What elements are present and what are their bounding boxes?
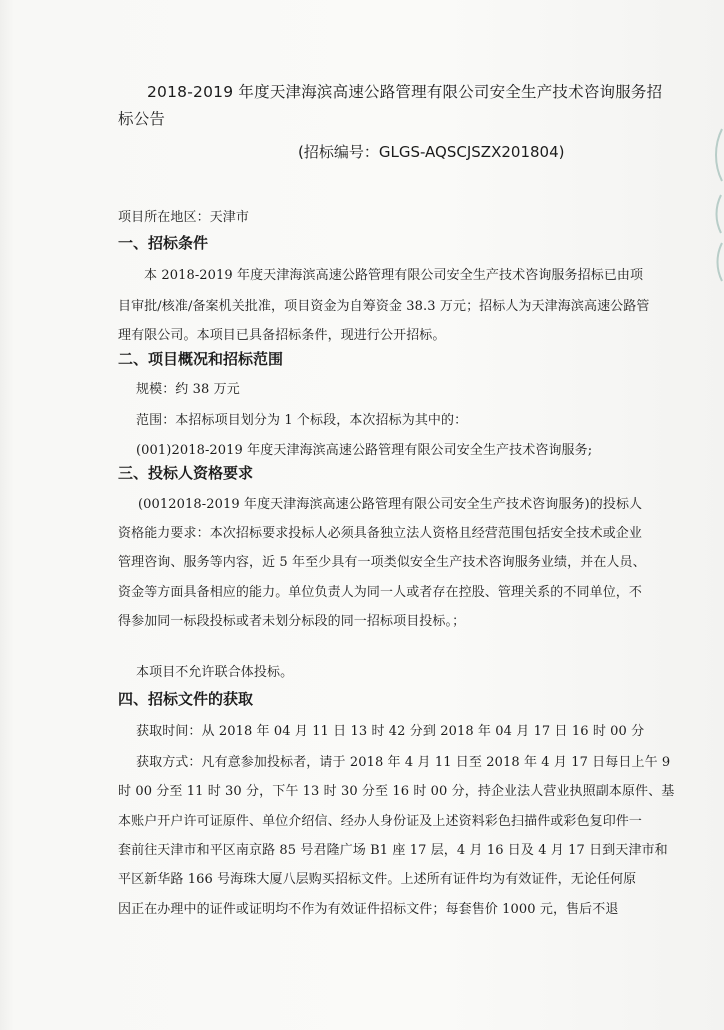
section-heading-1: 一、招标条件 <box>118 234 209 252</box>
section-3-line: 得参加同一标段投标或者未划分标段的同一招标项目投标。； <box>118 614 466 629</box>
section-heading-2: 二、项目概况和招标范围 <box>118 350 284 368</box>
section-1-line: 目审批/核准/备案机关批准，项目资金为自筹资金 38.3 万元；招标人为天津海滨高速公路管 <box>118 299 650 314</box>
section-heading-4: 四、招标文件的获取 <box>118 690 254 708</box>
project-region: 项目所在地区：天津市 <box>118 210 250 225</box>
section-2-line: 规模：约 38 万元 <box>136 382 240 397</box>
section-4-line: 本账户开户许可证原件、单位介绍信、经办人身份证及上述资料彩色扫描件或彩色复印件一 <box>118 814 643 829</box>
section-2-line: 范围：本招标项目划分为 1 个标段，本次招标为其中的： <box>136 413 468 428</box>
section-1-line: 理有限公司。本项目已具备招标条件，现进行公开招标。 <box>118 328 446 343</box>
section-3-line: 管理咨询、服务等内容，近 5 年至少具有一项类似安全生产技术咨询服务业绩，并在人员、 <box>118 555 646 570</box>
section-4-line: 套前往天津市和平区南京路 85 号君隆广场 B1 座 17 层，4 月 16 日及 4 月 17 日到天津市和 <box>118 843 668 858</box>
section-3-line: 资格能力要求：本次招标要求投标人必须具备独立法人资格且经营范围包括安全技术或企业 <box>118 526 643 541</box>
section-3-line: (0012018-2019 年度天津海滨高速公路管理有限公司安全生产技术咨询服务)的投标人 <box>138 497 643 512</box>
section-4-line: 获取方式：凡有意参加投标者，请于 2018 年 4 月 11 日至 2018 年 4 月 17 日每日上午 9 <box>136 755 671 770</box>
section-3-line: 资金等方面具备相应的能力。单位负责人为同一人或者存在控股、管理关系的不同单位，不 <box>118 585 643 600</box>
section-1-line: 本 2018-2019 年度天津海滨高速公路管理有限公司安全生产技术咨询服务招标已由项 <box>144 268 644 283</box>
section-4-line: 时 00 分至 11 时 30 分，下午 13 时 30 分至 16 时 00 分，持企业法人营业执照副本原件、基 <box>118 784 675 799</box>
bid-code: (招标编号：GLGS-AQSCJSZX201804) <box>298 143 565 161</box>
section-4-line: 平区新华路 166 号海珠大厦八层购买招标文件。上述所有证件均为有效证件，无论任何原 <box>118 872 637 887</box>
section-4-line: 获取时间：从 2018 年 04 月 11 日 13 时 42 分到 2018 年 04 月 17 日 16 时 00 分 <box>136 724 645 739</box>
section-heading-3: 三、投标人资格要求 <box>118 464 254 482</box>
section-3-line: 本项目不允许联合体投标。 <box>136 665 294 680</box>
title-line-1: 2018-2019 年度天津海滨高速公路管理有限公司安全生产技术咨询服务招 <box>147 83 663 101</box>
section-2-line: (001)2018-2019 年度天津海滨高速公路管理有限公司安全生产技术咨询服务; <box>136 443 593 458</box>
stamp-edge-mark <box>710 125 724 285</box>
title-line-2: 标公告 <box>118 110 166 128</box>
section-4-line: 因正在办理中的证件或证明均不作为有效证件招标文件；每套售价 1000 元，售后不退 <box>118 902 619 917</box>
